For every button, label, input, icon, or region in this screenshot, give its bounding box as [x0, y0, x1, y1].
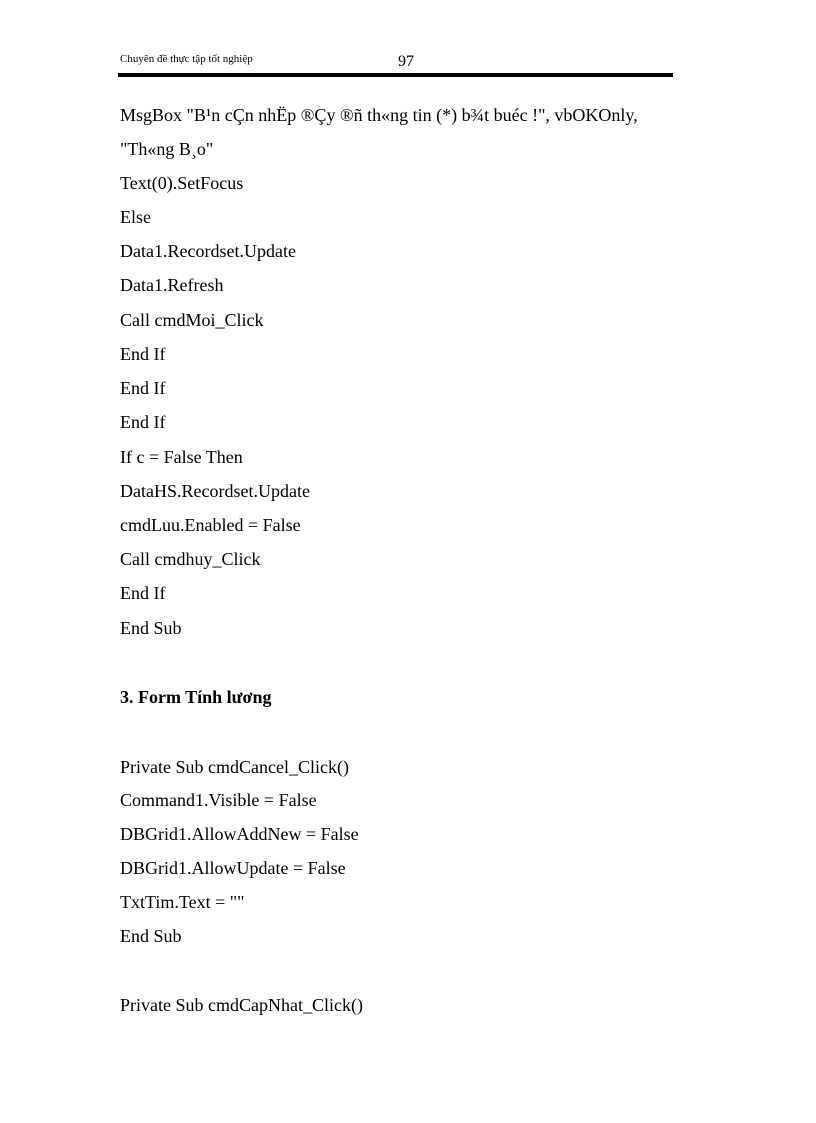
code-line: "Th«ng B¸o"	[120, 139, 214, 159]
code-line: End If	[120, 378, 166, 398]
code-line: Call cmdMoi_Click	[120, 310, 264, 330]
code-line: cmdLuu.Enabled = False	[120, 515, 301, 535]
code-line: End Sub	[120, 618, 182, 638]
code-line: TxtTim.Text = ""	[120, 892, 245, 912]
code-line: Private Sub cmdCapNhat_Click()	[120, 995, 363, 1015]
code-line: Text(0).SetFocus	[120, 173, 244, 193]
code-line: Command1.Visible = False	[120, 790, 317, 810]
code-line: Data1.Recordset.Update	[120, 241, 296, 261]
code-line: DBGrid1.AllowUpdate = False	[120, 858, 346, 878]
code-line: End If	[120, 344, 166, 364]
header-divider	[118, 73, 673, 77]
code-line: End If	[120, 583, 166, 603]
code-line: End Sub	[120, 926, 182, 946]
section-heading: 3. Form Tính lương	[120, 687, 272, 707]
page-number: 97	[398, 53, 414, 70]
code-line: MsgBox "B¹n cÇn nhËp ®Çy ®ñ th«ng tin (*) b¾t buéc !", vbOKOnly,	[120, 105, 638, 125]
header-title: Chuyên đề thực tập tốt nghiệp	[120, 53, 253, 65]
code-line: If c = False Then	[120, 447, 243, 467]
code-line: DBGrid1.AllowAddNew = False	[120, 824, 359, 844]
code-line: End If	[120, 412, 166, 432]
code-line: DataHS.Recordset.Update	[120, 481, 310, 501]
code-line: Else	[120, 207, 151, 227]
code-line: Data1.Refresh	[120, 275, 224, 295]
code-line: Call cmdhuy_Click	[120, 549, 261, 569]
code-line: Private Sub cmdCancel_Click()	[120, 757, 349, 777]
